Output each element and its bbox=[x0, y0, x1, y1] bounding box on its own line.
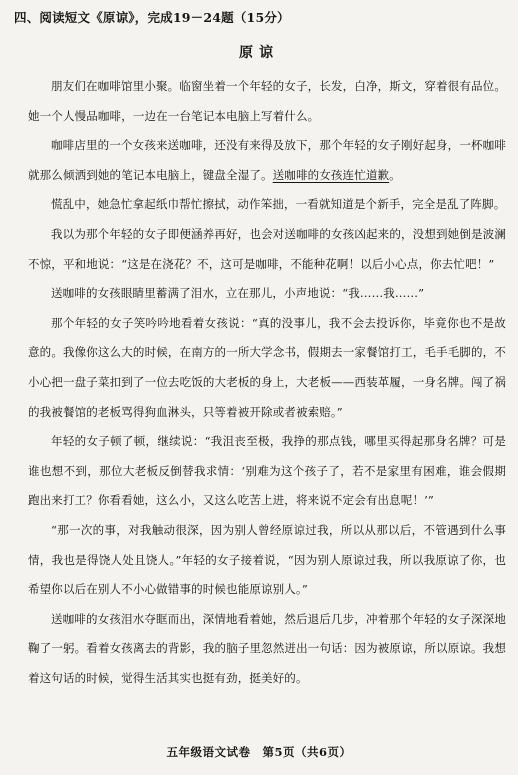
section-heading: 四、阅读短文《原谅》，完成19－24题（15分） bbox=[14, 10, 290, 25]
paragraph-1: 朋友们在咖啡馆里小聚。临窗坐着一个年轻的女子，长发，白净，斯文，穿着很有品位。她一个人慢品咖啡，一边在一台笔记本电脑上写着什么。 bbox=[28, 79, 506, 123]
article-title: 原谅 bbox=[239, 45, 279, 61]
paragraph-5: 送咖啡的女孩眼睛里蓄满了泪水，立在那儿，小声地说：“我……我……” bbox=[51, 286, 425, 301]
paragraph-8: “那一次的事，对我触动很深，因为别人曾经原谅过我，所以从那以后，不管遇到什么事情，我也是得饶人处且饶人。”年轻的女子接着说，“因为别人原谅过我，所以我原谅了你，也希望你以后在别人不小心做错事的时候也能原谅别人。” bbox=[28, 522, 506, 597]
paragraph-2-text: 咖啡店里的一个女孩来送咖啡，还没有来得及放下，那个年轻的女子刚好起身，一杯咖啡就那么倾洒到她的笔记本电脑上，键盘全湿了。 bbox=[28, 138, 506, 182]
paragraph-3: 慌乱中，她急忙拿起纸巾帮忙擦拭，动作笨拙，一看就知道是个新手，完全是乱了阵脚。 bbox=[51, 197, 506, 212]
paragraph-9: 送咖啡的女孩泪水夺眶而出，深情地看着她，然后退后几步，冲着那个年轻的女子深深地鞠了一躬。看着女孩离去的背影，我的脑子里忽然迸出一句话：因为被原谅，所以原谅。我想着这句话的时候，觉得生活其实也挺有劲，挺美好的。 bbox=[28, 611, 506, 685]
paragraph-2 bbox=[28, 131, 506, 190]
paragraph-6: 那个年轻的女子笑吟吟地看着女孩说：“真的没事儿，我不会去投诉你，毕竟你也不是故意的。我像你这么大的时候，在南方的一所大学念书，假期去一家餐馆打工，毛手毛脚的，不小心把一盘子菜扣到了一位去吃饭的大老板的身上，大老板——西装革履，一身名牌。闯了祸的我被餐馆的老板骂得狗血淋头，只等着被开除或者被索赔。” bbox=[28, 315, 506, 419]
paragraph-7: 年轻的女子顿了顿，继续说：“我沮丧至极，我挣的那点钱，哪里买得起那身名牌？可是谁也想不到，那位大老板反倒替我求情：‘别难为这个孩子了，若不是家里有困难，谁会假期跑出来打工？你看看她，这么小，又这么吃苦上进，将来说不定会有出息呢！’” bbox=[28, 434, 506, 508]
article-body bbox=[28, 72, 506, 693]
page-footer: 五年级语文试卷 第5页（共6页） bbox=[166, 745, 352, 759]
paragraph-4: 我以为那个年轻的女子即便涵养再好，也会对送咖啡的女孩凶起来的，没想到她倒是波澜不惊，平和地说：“这是在浇花？不，这可是咖啡，不能种花啊！以后小心点，你去忙吧！” bbox=[28, 226, 506, 271]
paragraph-2-end: 。 bbox=[389, 167, 401, 182]
underlined-sentence: 送咖啡的女孩连忙道歉 bbox=[272, 167, 390, 182]
